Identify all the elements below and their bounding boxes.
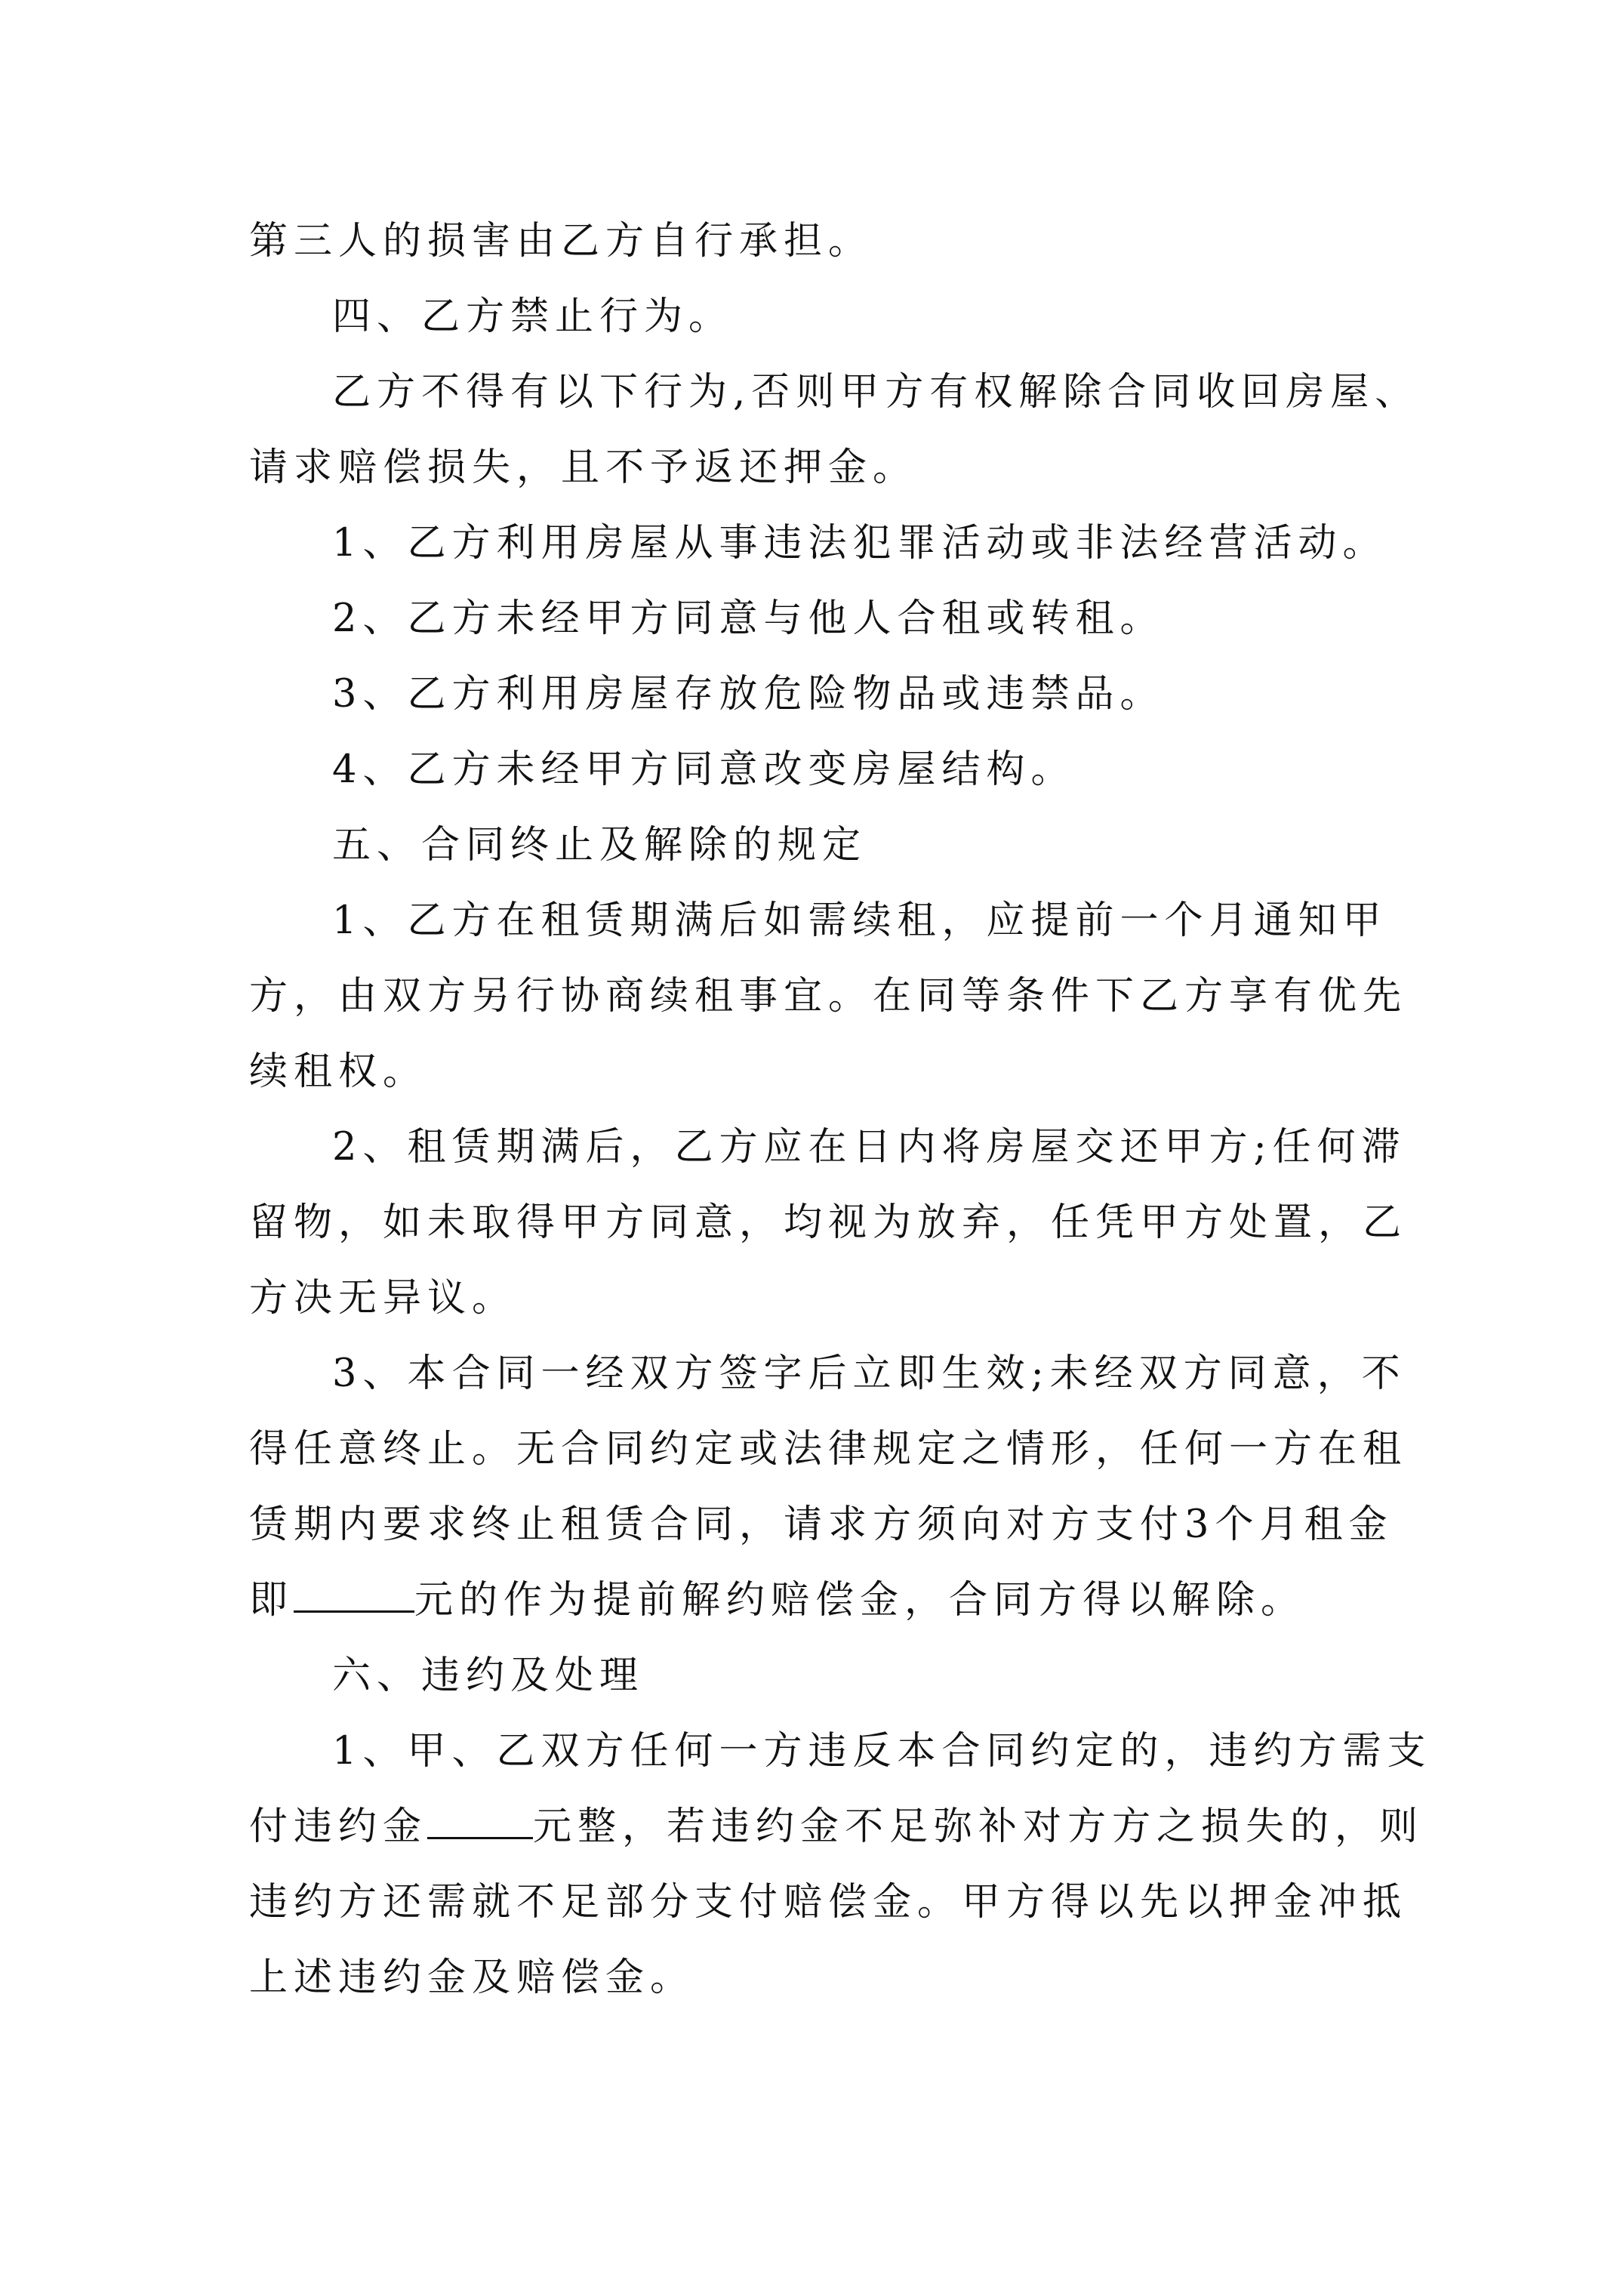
section-heading-termination: 五、合同终止及解除的规定 bbox=[332, 823, 867, 868]
contract-text-body bbox=[249, 204, 1434, 2016]
list-item-prohibited-1: 1、乙方利用房屋从事违法犯罪活动或非法经营活动。 bbox=[332, 521, 1387, 566]
list-item-prohibited-4: 4、乙方未经甲方同意改变房屋结构。 bbox=[332, 747, 1076, 792]
list-item-termination-1: 1、乙方在租赁期满后如需续租，应提前一个月通知甲方，由双方另行协商续租事宜。在同等条件下乙方享有优先续租权。 bbox=[249, 898, 1408, 1094]
amount-blank-line bbox=[294, 1580, 414, 1613]
breach-1-text-after: 元整，若违约金不足弥补对方方之损失的，则违约方还需就不足部分支付赔偿金。甲方得以先以押金冲抵上述违约金及赔偿金。 bbox=[249, 1804, 1424, 2000]
section-heading-prohibited-acts: 四、乙方禁止行为。 bbox=[332, 294, 734, 339]
paragraph-prohibited-acts-intro: 乙方不得有以下行为,否则甲方有权解除合同收回房屋、请求赔偿损失，且不予返还押金。 bbox=[249, 370, 1420, 490]
termination-3-text-after: 元的作为提前解约赔偿金，合同方得以解除。 bbox=[414, 1578, 1306, 1623]
section-heading-breach: 六、违约及处理 bbox=[332, 1653, 645, 1698]
list-item-prohibited-2: 2、乙方未经甲方同意与他人合租或转租。 bbox=[332, 596, 1165, 641]
list-item-termination-3 bbox=[249, 1336, 1434, 1638]
penalty-blank-line bbox=[427, 1807, 533, 1839]
termination-3-text-before: 3、本合同一经双方签字后立即生效;未经双方同意，不得任意终止。无合同约定或法律规定之情形，任何一方在租赁期内要求终止租赁合同，请求方须向对方支付3个月租金即 bbox=[249, 1351, 1408, 1623]
list-item-breach-1 bbox=[249, 1714, 1434, 2016]
paragraph-third-party-liability: 第三人的损害由乙方自行承担。 bbox=[249, 219, 873, 264]
list-item-prohibited-3: 3、乙方利用房屋存放危险物品或违禁品。 bbox=[332, 672, 1165, 717]
list-item-termination-2: 2、租赁期满后，乙方应在日内将房屋交还甲方;任何滞留物，如未取得甲方同意，均视为放弃，任凭甲方处置，乙方决无异议。 bbox=[249, 1125, 1408, 1321]
breach-1-text-before: 1、甲、乙双方任何一方违反本合同约定的，违约方需支付违约金 bbox=[249, 1729, 1432, 1849]
